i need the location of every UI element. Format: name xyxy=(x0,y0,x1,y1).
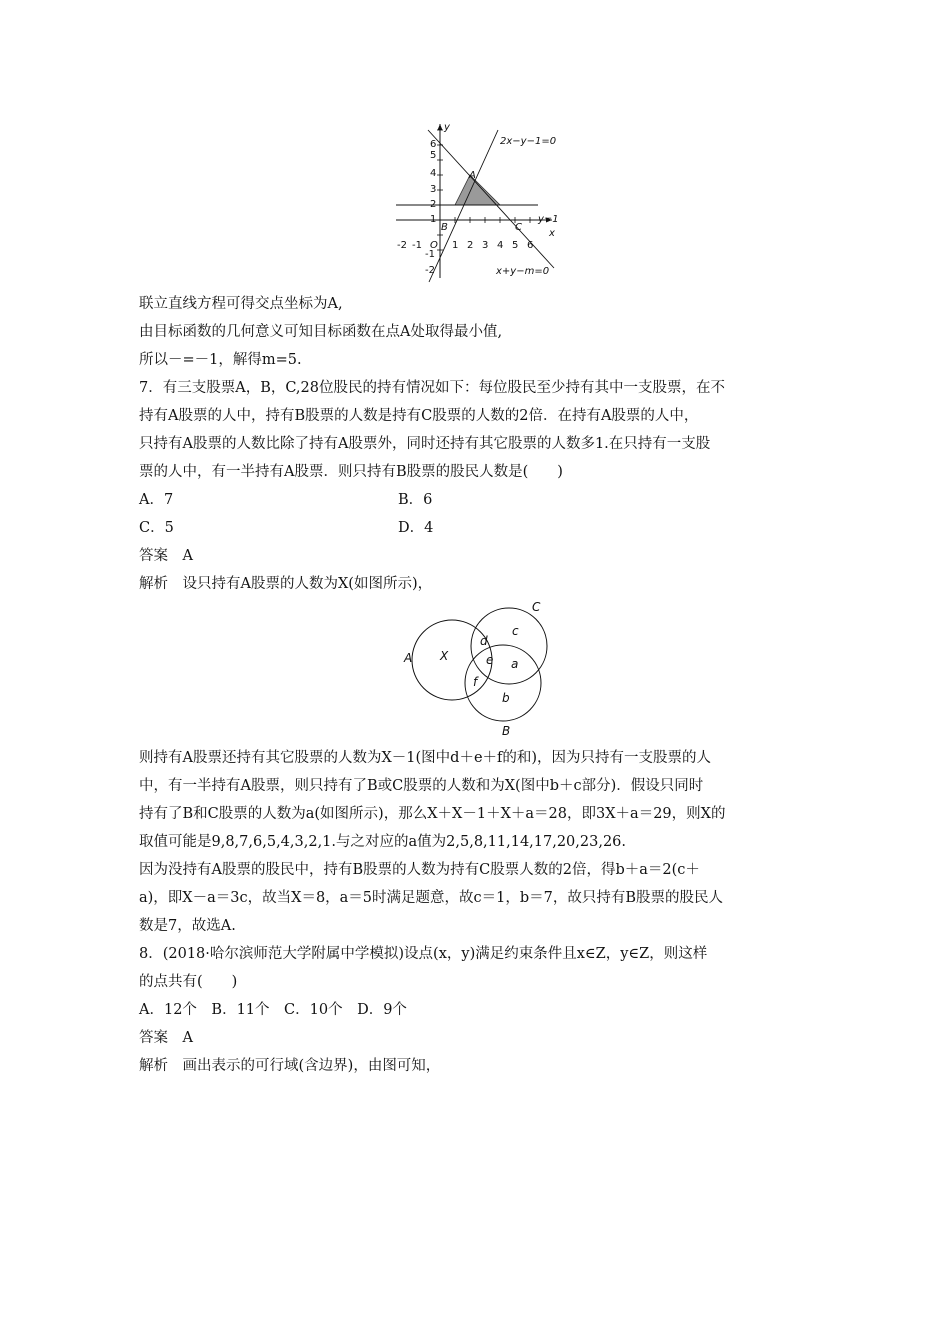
y-tick-6: 6 xyxy=(430,139,437,150)
label-b: B xyxy=(502,724,511,738)
option-c: C．5 xyxy=(139,520,174,536)
x-tick-neg2: -2 xyxy=(397,240,407,251)
region-b: b xyxy=(502,691,510,705)
y-tick-4: 4 xyxy=(430,168,437,179)
x-tick-5: 5 xyxy=(512,240,519,251)
analysis-7-line-5: 因为没持有A股票的股民中，持有B股票的人数为持有C股票人数的2倍，得b＋a＝2(c＋ xyxy=(139,862,700,878)
question-7-line-2: 持有A股票的人中，持有B股票的人数是持有C股票的人数的2倍．在持有A股票的人中， xyxy=(139,408,699,424)
line-2x-label: 2x−y−1=0 xyxy=(500,136,557,147)
analysis-7-line-1: 则持有A股票还持有其它股票的人数为X－1(图中d＋e＋f的和)，因为只持有一支股票的人 xyxy=(139,750,712,766)
x-axis-label: x xyxy=(549,228,555,239)
line-xym-label: x+y−m=0 xyxy=(496,266,550,277)
region-d: d xyxy=(480,634,488,648)
text-line-1: 联立直线方程可得交点坐标为A, xyxy=(139,296,343,312)
region-a: a xyxy=(511,657,519,671)
y-axis-arrow xyxy=(438,124,443,130)
line-2x-y-1 xyxy=(429,130,498,282)
x-tick-3: 3 xyxy=(482,240,489,251)
label-a: A xyxy=(404,651,413,665)
venn-diagram xyxy=(396,598,556,744)
answer-7: 答案 A xyxy=(139,548,193,564)
feasible-region-graph xyxy=(392,118,562,286)
question-7-line-4: 票的人中，有一半持有A股票．则只持有B股票的股民人数是( ) xyxy=(139,464,563,480)
line-y1-label: y=1 xyxy=(538,214,559,225)
point-a-label: A xyxy=(469,170,476,181)
x-tick-6: 6 xyxy=(527,240,534,251)
analysis-7-line-3: 持有了B和C股票的人数为a(如图所示)，那么X＋X－1＋X＋a＝28，即3X＋a＝29，则X的 xyxy=(139,806,726,822)
x-tick-origin: O xyxy=(430,240,438,251)
analysis-7-line-6: a)，即X－a＝3c，故当X＝8，a＝5时满足题意，故c＝1，b＝7，故只持有B股票的股民人 xyxy=(139,890,724,906)
y-tick-5: 5 xyxy=(430,150,437,161)
point-c-label: C xyxy=(515,222,522,233)
circle-a xyxy=(412,620,492,700)
analysis-7-line-7: 数是7，故选A. xyxy=(139,918,236,934)
option-a: A．7 xyxy=(139,492,174,508)
option-d: D．4 xyxy=(398,520,434,536)
analysis-7-line-4: 取值可能是9,8,7,6,5,4,3,2,1.与之对应的a值为2,5,8,11,14,17,20,23,26. xyxy=(139,834,627,850)
point-b-label: B xyxy=(441,222,448,233)
x-tick-4: 4 xyxy=(497,240,504,251)
analysis-8-intro: 解析 画出表示的可行域(含边界)，由图可知， xyxy=(139,1058,441,1074)
y-tick-1: 1 xyxy=(430,214,437,225)
y-tick-neg1: -1 xyxy=(425,249,435,260)
option-b: B．6 xyxy=(398,492,433,508)
region-e: e xyxy=(486,653,494,667)
x-tick-2: 2 xyxy=(467,240,474,251)
y-axis-label: y xyxy=(444,122,450,133)
answer-8: 答案 A xyxy=(139,1030,193,1046)
question-8-options: A．12个 B．11个 C．10个 D．9个 xyxy=(139,1002,407,1018)
region-x: X xyxy=(440,649,449,663)
y-tick-neg2: -2 xyxy=(425,265,435,276)
question-7-line-3: 只持有A股票的人数比除了持有A股票外，同时还持有其它股票的人数多1.在只持有一支股 xyxy=(139,436,711,452)
question-7-line-1: 7．有三支股票A，B，C,28位股民的持有情况如下：每位股民至少持有其中一支股票，在不 xyxy=(139,380,725,396)
analysis-7-intro: 解析 设只持有A股票的人数为X(如图所示)， xyxy=(139,576,433,592)
line-x-y-m xyxy=(428,130,557,268)
question-8-line-2: 的点共有( ) xyxy=(139,974,238,990)
x-tick-1: 1 xyxy=(452,240,459,251)
shaded-region xyxy=(455,175,500,205)
question-8-line-1: 8．(2018·哈尔滨师范大学附属中学模拟)设点(x，y)满足约束条件且x∈Z，y∈Z，则这样 xyxy=(139,946,708,962)
y-tick-2: 2 xyxy=(430,199,437,210)
x-tick-neg1: -1 xyxy=(412,240,422,251)
text-line-2: 由目标函数的几何意义可知目标函数在点A处取得最小值, xyxy=(139,324,503,340)
region-c: c xyxy=(512,624,519,638)
region-f: f xyxy=(473,675,478,689)
y-tick-3: 3 xyxy=(430,184,437,195)
label-c: C xyxy=(532,600,541,614)
analysis-7-line-2: 中，有一半持有A股票，则只持有了B或C股票的人数和为X(图中b＋c部分)．假设只同时 xyxy=(139,778,704,794)
text-line-3: 所以－=－1，解得m=5. xyxy=(139,352,302,368)
